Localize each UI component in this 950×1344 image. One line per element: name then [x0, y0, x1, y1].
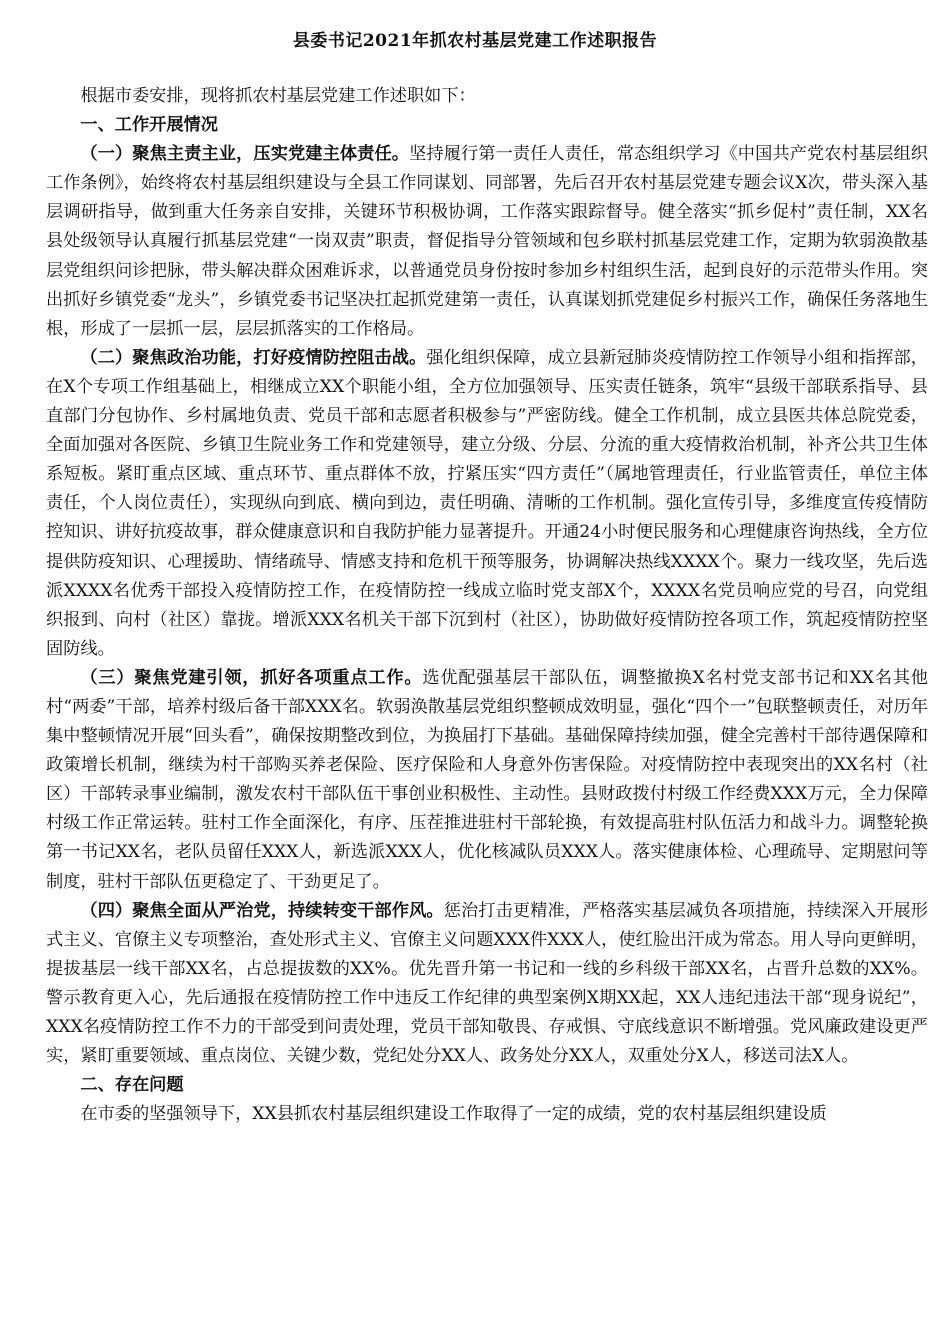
subheading-3: （三）聚焦党建引领，抓好各项重点工作。: [80, 667, 423, 688]
section-heading-2: 二、存在问题: [80, 1075, 184, 1096]
subheading-1: （一）聚焦主责主业，压实党建主体责任。: [80, 144, 410, 165]
section-heading-1: 一、工作开展情况: [80, 115, 218, 136]
subheading-2: （二）聚焦政治功能，打好疫情防控阻击战。: [80, 347, 427, 368]
document-title: 县委书记2021年抓农村基层党建工作述职报告: [292, 31, 658, 51]
paragraph-3: [46, 664, 928, 897]
paragraph-1-text: 坚持履行第一责任人责任，常态组织学习《中国共产党农村基层组织工作条例》，始终将农村基层组织建设与全县工作同谋划、同部署，先后召开农村基层党建专题会议X次，带头深入基层调研指导，做到重大任务亲自安排，关键环节积极协调，工作落实跟踪督导。健全落实“抓乡促村”责任制，XX名县处级领导认真履行抓基层党建“一岗双责”职责，督促指导分管领域和包乡联村抓基层党建工作，定期为软弱涣散基层党组织问诊把脉，带头解决群众困难诉求，以普通党员身份按时参加乡村组织生活，起到良好的示范带头作用。突出抓好乡镇党委“龙头”，乡镇党委书记坚决扛起抓党建第一责任，认真谋划抓党建促乡村振兴工作，确保任务落地生根，形成了一层抓一层，层层抓落实的工作格局。: [46, 144, 928, 339]
paragraph-2: [46, 344, 928, 664]
intro-paragraph: 根据市委安排，现将抓农村基层党建工作述职如下：: [80, 86, 476, 106]
paragraph-5: 在市委的坚强领导下，XX县抓农村基层组织建设工作取得了一定的成绩，党的农村基层组织建设质: [80, 1104, 827, 1125]
paragraph-3-text: 选优配强基层干部队伍，调整撤换X名村党支部书记和XX名其他村“两委”干部，培养村级后备干部XXX名。软弱涣散基层党组织整顿成效明显，强化“四个一”包联整顿责任，对历年集中整顿情况开展“回头看”，确保按期整改到位，为换届打下基础。基础保障持续加强，健全完善村干部待遇保障和政策增长机制，继续为村干部购买养老保险、医疗保险和人身意外伤害保险。对疫情防控中表现突出的XX名村（社区）干部转录事业编制，激发农村干部队伍干事创业积极性、主动性。县财政拨付村级工作经费XXX万元，全力保障村级工作正常运转。驻村工作全面深化，有序、压茬推进驻村干部轮换，有效提高驻村队伍活力和战斗力。调整轮换第一书记XX名，老队员留任XXX人，新选派XXX人，优化核减队员XXX人。落实健康体检、心理疏导、定期慰问等制度，驻村干部队伍更稳定了、干劲更足了。: [46, 667, 928, 892]
paragraph-4: [46, 897, 928, 1072]
document-body: [46, 82, 928, 1129]
subheading-4: （四）聚焦全面从严治党，持续转变干部作风。: [80, 900, 444, 921]
paragraph-4-text: 惩治打击更精准，严格落实基层减负各项措施，持续深入开展形式主义、官僚主义专项整治，查处形式主义、官僚主义问题XXX件XXX人，使红脸出汗成为常态。用人导向更鲜明，提拔基层一线干部XX名，占总提拔数的XX%。优先晋升第一书记和一线的乡科级干部XX名，占晋升总数的XX%。警示教育更入心，先后通报在疫情防控工作中违反工作纪律的典型案例X期XX起，XX人违纪违法干部“现身说纪”，XXX名疫情防控工作不力的干部受到问责处理，党员干部知敬畏、存戒惧、守底线意识不断增强。党风廉政建设更严实，紧盯重要领域、重点岗位、关键少数，党纪处分XX人、政务处分XX人，双重处分X人，移送司法X人。: [46, 900, 928, 1067]
paragraph-2-text: 强化组织保障，成立县新冠肺炎疫情防控工作领导小组和指挥部，在X个专项工作组基础上，相继成立XX个职能小组，全方位加强领导、压实责任链条，筑牢“县级干部联系指导、县直部门分包协作、乡村属地负责、党员干部和志愿者积极参与”严密防线。健全工作机制，成立县医共体总院党委，全面加强对各医院、乡镇卫生院业务工作和党建领导，建立分级、分层、分流的重大疫情救治机制，补齐公共卫生体系短板。紧盯重点区域、重点环节、重点群体不放，拧紧压实“四方责任”（属地管理责任，行业监管责任，单位主体责任，个人岗位责任），实现纵向到底、横向到边，责任明确、清晰的工作机制。强化宣传引导，多维度宣传疫情防控知识、讲好抗疫故事，群众健康意识和自我防护能力显著提升。开通24小时便民服务和心理健康咨询热线，全方位提供防疫知识、心理援助、情绪疏导、情感支持和危机干预等服务，协调解决热线XXXX个。聚力一线攻坚，先后选派XXXX名优秀干部投入疫情防控工作，在疫情防控一线成立临时党支部X个，XXXX名党员响应党的号召，向党组织报到、向村（社区）靠拢。增派XXX名机关干部下沉到村（社区），协助做好疫情防控各项工作，筑起疫情防控坚固防线。: [46, 347, 928, 659]
paragraph-1: [46, 140, 928, 344]
